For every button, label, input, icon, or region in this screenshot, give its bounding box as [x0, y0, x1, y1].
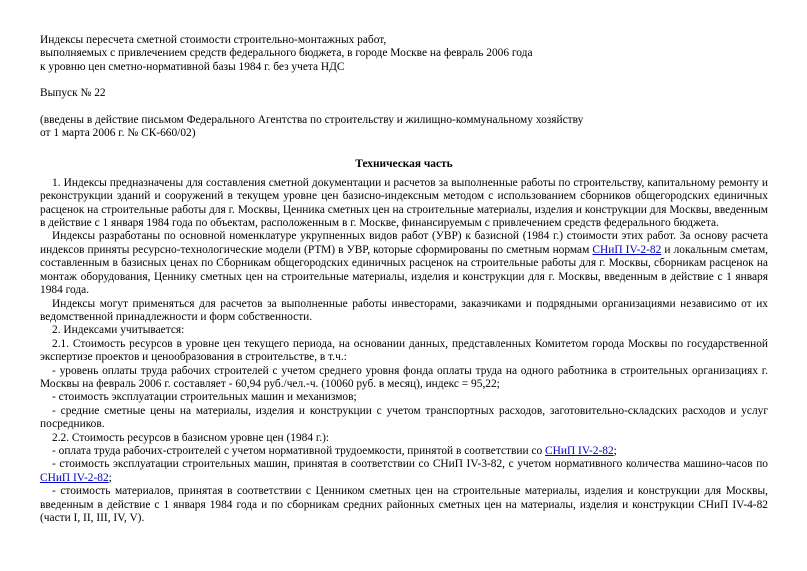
snip-link[interactable]: СНиП IV-2-82	[40, 471, 109, 484]
paragraph-10	[40, 445, 768, 458]
paragraph-1: 1. Индексы предназначены для составления сметной документации и расчетов за выполненные работы по строительству, капитальному ремонту и реконструкции зданий и сооружений в текущем уровне цен базисно-индексным методом с использованием сборников общегородских единичных расценок на строительные работы для г. Москвы, Ценника сметных цен на строительные материалы, изделия и конструкции для Москвы, введенным в действие с 1 января 1984 года по объектам, расположенным в г. Москве, финансируемым с привлечением средств федерального бюджета.	[40, 176, 768, 230]
paragraph-10-text-a: - оплата труда рабочих-строителей с учетом нормативной трудоемкости, принятой в соответствии со	[52, 444, 546, 457]
paragraph-4: 2. Индексами учитывается:	[52, 324, 185, 337]
paragraph-11-text-a: - стоимость эксплуатации строительных машин, принятая в соответствии со СНиП IV-3-82, с учетом нормативного количества машино-часов по	[52, 458, 768, 471]
document-header	[40, 34, 768, 140]
paragraph-6: - уровень оплаты труда рабочих строителей с учетом среднего уровня фонда оплаты труда на одного работника в строительных организациях г. Москвы на февраль 2006 г. составляет - 60,94 руб./чел.-ч. (10060 руб. в месяц), индекс = 95,22;	[40, 364, 768, 390]
paragraph-11	[40, 458, 768, 485]
snip-link[interactable]: СНиП IV-2-82	[592, 243, 662, 256]
paragraph-10-text-b: ;	[613, 444, 617, 457]
document-page	[40, 34, 768, 525]
paragraph-5: 2.1. Стоимость ресурсов в уровне цен текущего периода, на основании данных, представленных Комитетом города Москвы по государственной экспертизе проектов и ценообразования в строительстве, в т.ч.:	[40, 337, 768, 364]
paragraph-3: Индексы могут применяться для расчетов за выполненные работы инвесторами, заказчиками и подрядными организациями независимо от их ведомственной принадлежности и форм собственности.	[40, 297, 768, 323]
title-line-3: к уровню цен сметно-нормативной базы 1984 г. без учета НДС	[40, 60, 345, 73]
title-line-2: выполняемых с привлечением средств федерального бюджета, в городе Москве на февраль 2006 года	[40, 47, 533, 60]
paragraph-7: - стоимость эксплуатации строительных машин и механизмов;	[52, 391, 357, 404]
issue-number: Выпуск № 22	[40, 87, 106, 100]
intro-line-2: от 1 марта 2006 г. № СК-660/02)	[40, 127, 196, 140]
snip-link[interactable]: СНиП IV-2-82	[545, 444, 614, 457]
paragraph-8: - средние сметные цены на материалы, изделия и конструкции с учетом транспортных расходов, заготовительно-складских расходов и услуг посредников.	[40, 404, 768, 431]
paragraph-2-text-a: Индексы разработаны по основной номенклатуре укрупненных видов работ (УВР) к базисной (1984 г.) стоимости этих работ. За основу расчета индексов приняты ресурсно-технологические модели (РТМ) в УВР, которые сформированы по сметным нормам	[40, 230, 768, 256]
paragraph-2-text-b: и локальным сметам, составленным в базисных ценах по Сборникам общегородских единичных расценок на строительные работы для г. Москвы, сборникам расценок на монтаж оборудования, Ценнику сметных цен на строительные материалы, изделия и конструкции для г. Москвы, введенным в действие с 1 января 1984 года.	[40, 243, 769, 297]
section-title: Техническая часть	[355, 158, 453, 171]
paragraph-2	[40, 230, 768, 297]
paragraph-11-text-b: ;	[108, 471, 112, 484]
title-line-1: Индексы пересчета сметной стоимости строительно-монтажных работ,	[40, 34, 387, 46]
paragraph-9: 2.2. Стоимость ресурсов в базисном уровне цен (1984 г.):	[52, 431, 330, 444]
intro-line-1: (введены в действие письмом Федерального Агентства по строительству и жилищно-коммунальному хозяйству	[40, 113, 584, 126]
paragraph-12: - стоимость материалов, принятая в соответствии с Ценником сметных цен на строительные материалы, изделия и конструкции для Москвы, введенным в действие с 1 января 1984 года и по сборникам средних районных сметных цен на материалы, изделия и конструкции СНиП IV-4-82 (части I, II, III, IV, V).	[40, 485, 768, 524]
